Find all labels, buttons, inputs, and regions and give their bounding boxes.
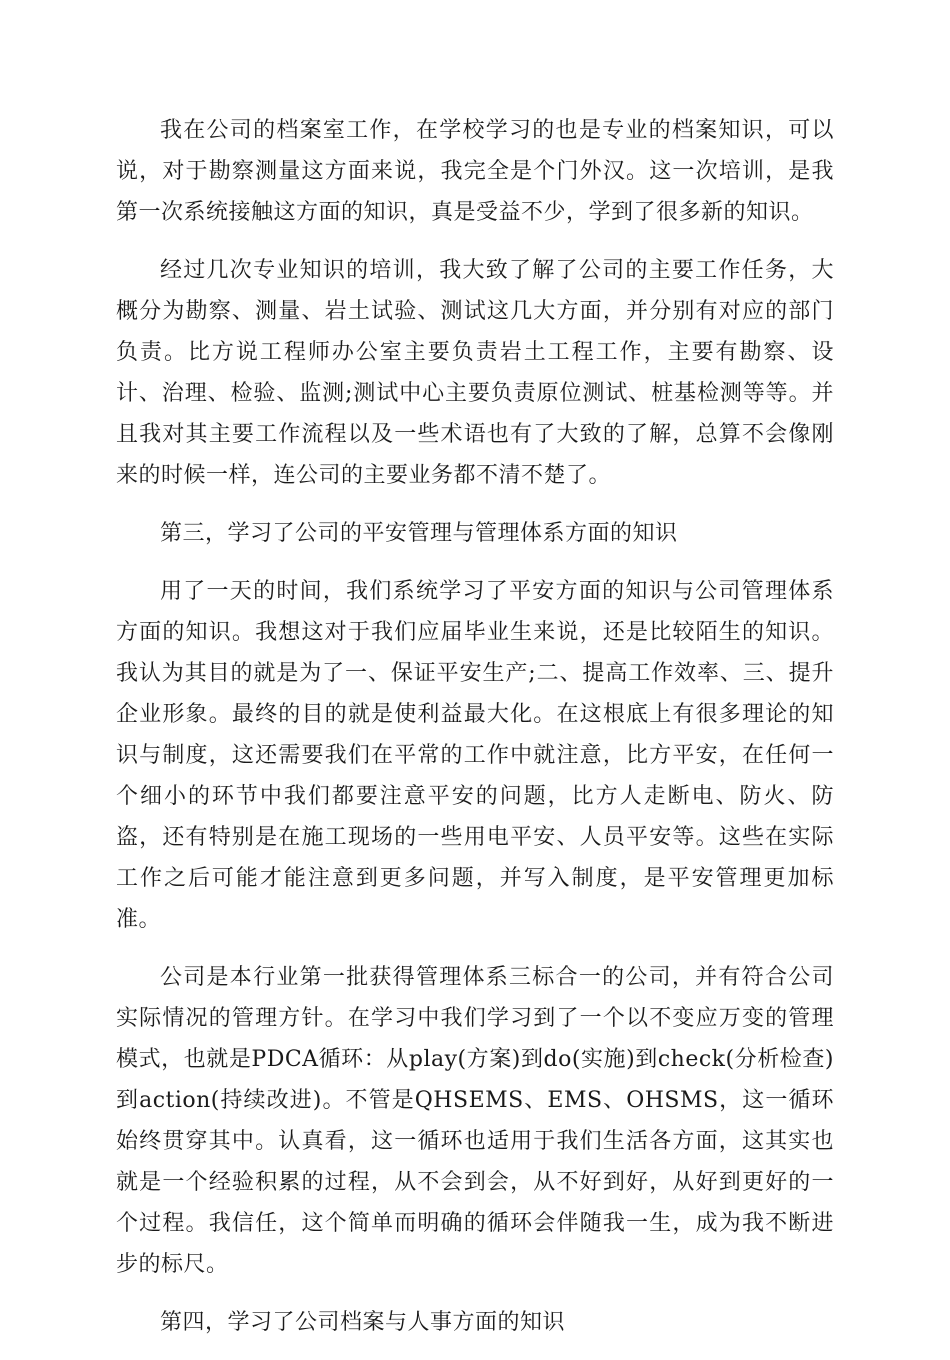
paragraph-archive-intro: 我在公司的档案室工作，在学校学习的也是专业的档案知识，可以说，对于勘察测量这方面来说，我完全是个门外汉。这一次培训，是我第一次系统接触这方面的知识，真是受益不少，学到了很多新的知识。 (116, 118, 834, 225)
section-heading-safety: 第三，学习了公司的平安管理与管理体系方面的知识 (160, 521, 678, 546)
paragraph-pdca-cycle: 公司是本行业第一批获得管理体系三标合一的公司，并有符合公司实际情况的管理方针。在学习中我们学习到了一个以不变应万变的管理模式，也就是PDCA循环：从play(方案)到do(实施)到check(分析检查)到action(持续改进)。不管是QHSEMS、EMS、OHSMS，这一循环始终贯穿其中。认真看，这一循环也适用于我们生活各方面，这其实也就是一个经验积累的过程，从不会到会，从不好到好，从好到更好的一个过程。我信任，这个简单而明确的循环会伴随我一生，成为我不断进步的标尺。 (116, 965, 834, 1277)
paragraph-safety-management: 用了一天的时间，我们系统学习了平安方面的知识与公司管理体系方面的知识。我想这对于我们应届毕业生来说，还是比较陌生的知识。我认为其目的就是为了一、保证平安生产;二、提高工作效率、三、提升企业形象。最终的目的就是使利益最大化。在这根底上有很多理论的知识与制度，这还需要我们在平常的工作中就注意，比方平安，在任何一个细小的环节中我们都要注意平安的问题，比方人走断电、防火、防盗，还有特别是在施工现场的一些用电平安、人员平安等。这些在实际工作之后可能才能注意到更多问题，并写入制度，是平安管理更加标准。 (116, 579, 834, 932)
document-body (116, 110, 834, 1360)
paragraph-company-tasks: 经过几次专业知识的培训，我大致了解了公司的主要工作任务，大概分为勘察、测量、岩土试验、测试这几大方面，并分别有对应的部门负责。比方说工程师办公室主要负责岩土工程工作，主要有勘察、设计、治理、检验、监测;测试中心主要负责原位测试、桩基检测等等。并且我对其主要工作流程以及一些术语也有了大致的了解，总算不会像刚来的时候一样，连公司的主要业务都不清不楚了。 (116, 258, 834, 488)
section-heading-archives-personnel: 第四，学习了公司档案与人事方面的知识 (160, 1310, 566, 1335)
